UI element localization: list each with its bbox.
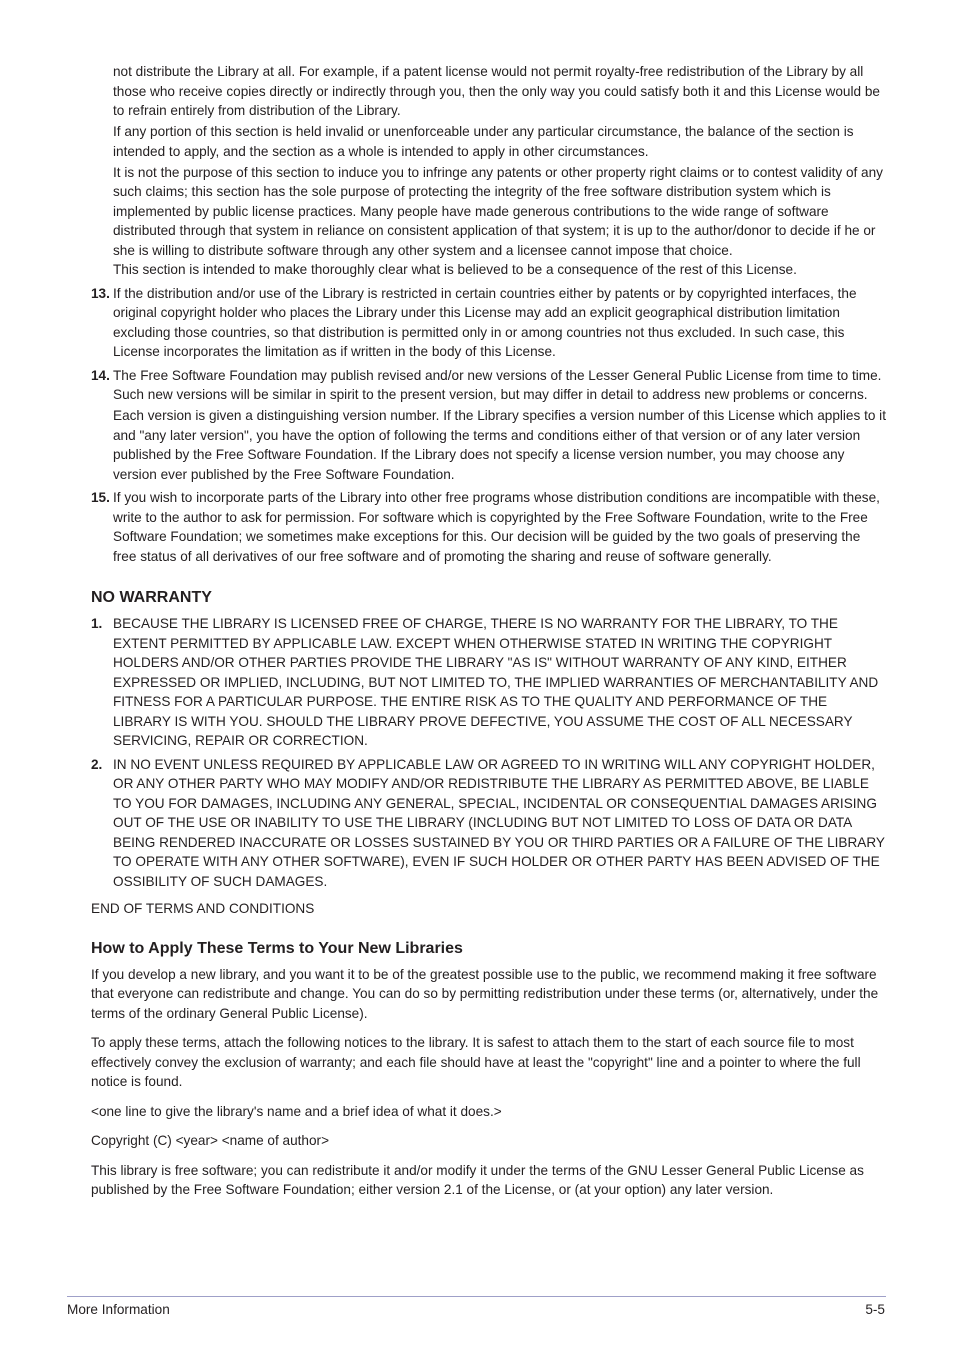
paragraph: If you wish to incorporate parts of the Library into other free programs whose distribution conditions are incompatible with these, write to the author to ask for permission. For software which is copyrighted by the Free Software Foundation, write to the Free Software Foundation; we sometimes make exceptions for this. Our decision will be guided by the two goals of preserving the free status of all derivatives of our free software and of promoting the sharing and reuse of software generally. xyxy=(113,490,880,564)
term-item-13 xyxy=(91,284,886,362)
paragraph: IN NO EVENT UNLESS REQUIRED BY APPLICABLE LAW OR AGREED TO IN WRITING WILL ANY COPYRIGHT HOLDER, OR ANY OTHER PARTY WHO MAY MODIFY AND/OR REDISTRIBUTE THE LIBRARY AS PERMITTED ABOVE, BE LIABLE TO YOU FOR DAMAGES, INCLUDING ANY GENERAL, SPECIAL, INCIDENTAL OR CONSEQUENTIAL DAMAGES ARISING OUT OF THE USE OR INABILITY TO USE THE LIBRARY (INCLUDING BUT NOT LIMITED TO LOSS OF DATA OR DATA BEING RENDERED INACCURATE OR LOSSES SUSTAINED BY YOU OR THIRD PARTIES OR A FAILURE OF THE LIBRARY TO OPERATE WITH ANY OTHER SOFTWARE), EVEN IF SUCH HOLDER OR OTHER PARTY HAS BEEN ADVISED OF THE OSSIBILITY OF SUCH DAMAGES. xyxy=(113,756,885,889)
item-number: 15. xyxy=(91,490,110,505)
paragraph: Copyright (C) <year> <name of author> xyxy=(91,1133,330,1148)
item-number: 2. xyxy=(91,756,103,772)
paragraph: not distribute the Library at all. For example, if a patent license would not permit royalty-free redistribution of the Library by all those who receive copies directly or indirectly through you, then the only way you could satisfy both it and this License would be to refrain entirely from distribution of the Library. xyxy=(113,64,880,118)
paragraph: BECAUSE THE LIBRARY IS LICENSED FREE OF CHARGE, THERE IS NO WARRANTY FOR THE LIBRARY, TO THE EXTENT PERMITTED BY APPLICABLE LAW. EXCEPT WHEN OTHERWISE STATED IN WRITING THE COPYRIGHT HOLDERS AND/OR OTHER PARTIES PROVIDE THE LIBRARY "AS IS" WITHOUT WARRANTY OF ANY KIND, EITHER EXPRESSED OR IMPLIED, INCLUDING, BUT NOT LIMITED TO, THE IMPLIED WARRANTIES OF MERCHANTABILITY AND FITNESS FOR A PARTICULAR PURPOSE. THE ENTIRE RISK AS TO THE QUALITY AND PERFORMANCE OF THE LIBRARY IS WITH YOU. SHOULD THE LIBRARY PROVE DEFECTIVE, YOU ASSUME THE COST OF ALL NECESSARY SERVICING, REPAIR OR CORRECTION. xyxy=(113,616,879,748)
paragraph: It is not the purpose of this section to induce you to infringe any patents or other property right claims or to contest validity of any such claims; this section has the sole purpose of protecting the integrity of the free software distribution system which is implemented by public license practices. Many people have made generous contributions to the wide range of software distributed through that system in reliance on consistent application of that system; it is up to the author/donor to decide if he or she is willing to distribute software through any other system and a licensee cannot impose that choice. xyxy=(113,164,883,258)
paragraph: To apply these terms, attach the following notices to the library. It is safest to attach them to the start of each source file to most effectively convey the exclusion of warranty; and each file should have at least the "copyright" line and a pointer to where the full notice is found. xyxy=(91,1035,861,1089)
warranty-item-2 xyxy=(91,755,886,892)
item-number: 13. xyxy=(91,285,110,301)
footer-divider xyxy=(67,1296,886,1297)
item-number: 1. xyxy=(91,616,103,631)
paragraph: Each version is given a distinguishing version number. If the Library specifies a version number of this License which applies to it and "any later version", you have the option of following the terms and conditions either of that version or of any later version published by the Free Software Foundation. If the Library does not specify a license version number, you may choose any version ever published by the Free Software Foundation. xyxy=(113,408,886,482)
paragraph: This library is free software; you can redistribute it and/or modify it under the terms of the GNU Lesser General Public License as published by the Free Software Foundation; either version 2.1 of the License, or (at your option) any later version. xyxy=(91,1162,864,1197)
term-item-14 xyxy=(91,366,886,485)
term-item-15 xyxy=(91,488,886,566)
warranty-item-1 xyxy=(91,614,886,751)
footer-section-title: More Information xyxy=(67,1302,170,1317)
page-number: 5-5 xyxy=(865,1302,885,1317)
item-number: 14. xyxy=(91,367,110,383)
paragraph: If any portion of this section is held invalid or unenforceable under any particular circumstance, the balance of the section is intended to apply, and the section as a whole is intended to apply in other circumstances. xyxy=(113,124,854,159)
page-content xyxy=(91,62,886,1210)
paragraph: If the distribution and/or use of the Library is restricted in certain countries either by patents or by copyrighted interfaces, the original copyright holder who places the Library under this License may add an explicit geographical distribution limitation excluding those countries, so that distribution is permitted only in or among countries not thus excluded. In such case, this License incorporates the limitation as if written in the body of this License. xyxy=(113,285,857,359)
paragraph: <one line to give the library's name and a brief idea of what it does.> xyxy=(91,1103,502,1119)
paragraph: The Free Software Foundation may publish revised and/or new versions of the Lesser General Public License from time to time. Such new versions will be similar in spirit to the present version, but may differ in detail to address new problems or concerns. xyxy=(113,367,882,402)
paragraph: If you develop a new library, and you want it to be of the greatest possible use to the public, we recommend making it free software that everyone can redistribute and change. You can do so by permitting redistribution under these terms (or, alternatively, under the terms of the ordinary General Public License). xyxy=(91,966,879,1021)
no-warranty-heading: NO WARRANTY xyxy=(91,589,212,606)
paragraph: This section is intended to make thoroughly clear what is believed to be a consequence of the rest of this License. xyxy=(113,262,797,277)
section-12-continuation xyxy=(91,62,886,280)
end-of-terms: END OF TERMS AND CONDITIONS xyxy=(91,901,315,916)
apply-terms-heading: How to Apply These Terms to Your New Libraries xyxy=(91,939,463,957)
